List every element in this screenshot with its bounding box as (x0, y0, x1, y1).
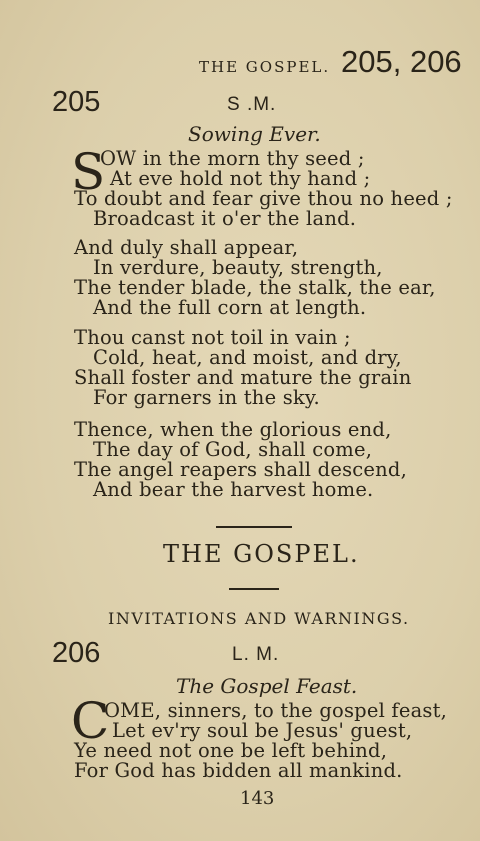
page-hymn-numbers: 205, 206 (341, 44, 462, 79)
hymn-205-s4-line1: Thence, when the glorious end, (74, 418, 392, 441)
running-title: THE GOSPEL. (199, 58, 331, 76)
hymn-205-s2-line3: The tender blade, the stalk, the ear, (74, 276, 436, 299)
hymn-205-title: Sowing Ever. (188, 122, 321, 146)
hymn-206-s1-line3: Ye need not one be left behind, (74, 739, 388, 762)
hymn-205-s1-line4: Broadcast it o'er the land. (93, 207, 357, 230)
hymn-205-s2-line2: In verdure, beauty, strength, (93, 256, 383, 279)
hymn-205-s3-line2: Cold, heat, and moist, and dry, (93, 346, 402, 369)
page-number: 143 (240, 788, 275, 809)
hymn-205-s3-line4: For garners in the sky. (93, 386, 320, 409)
hymn-206-title: The Gospel Feast. (176, 674, 358, 698)
hymn-206-s1-line2: Let ev'ry soul be Jesus' guest, (112, 719, 413, 742)
hymn-205-s2-line4: And the full corn at length. (93, 296, 367, 319)
section-title: THE GOSPEL. (163, 540, 360, 568)
hymn-206-s1-line1: OME, sinners, to the gospel feast, (104, 699, 448, 722)
hymn-206-s1-line4: For God has bidden all mankind. (74, 759, 403, 782)
hymn-205-s4-line3: The angel reapers shall descend, (74, 458, 407, 481)
hymn-206-meter: L. M. (232, 644, 280, 665)
hymn-205-s4-line4: And bear the harvest home. (93, 478, 374, 501)
hymn-206-dropcap: C (71, 692, 110, 750)
hymn-205-s3-line1: Thou canst not toil in vain ; (74, 326, 351, 349)
hymn-205-number: 205 (52, 86, 101, 118)
hymn-205-meter: S .M. (227, 94, 277, 115)
hymn-205-s1-line3: To doubt and fear give thou no heed ; (74, 187, 453, 210)
hymn-206-number: 206 (52, 637, 101, 669)
hymn-205-dropcap: S (71, 143, 106, 201)
hymn-205-s1-line2: At eve hold not thy hand ; (110, 167, 371, 190)
hymn-205-s4-line2: The day of God, shall come, (93, 438, 373, 461)
section-divider (216, 526, 292, 528)
section-subtitle: INVITATIONS AND WARNINGS. (108, 609, 410, 628)
hymn-205-s2-line1: And duly shall appear, (74, 236, 299, 259)
hymn-205-s3-line3: Shall foster and mature the grain (74, 366, 412, 389)
short-divider (229, 588, 279, 590)
hymn-205-s1-line1: OW in the morn thy seed ; (100, 147, 365, 170)
